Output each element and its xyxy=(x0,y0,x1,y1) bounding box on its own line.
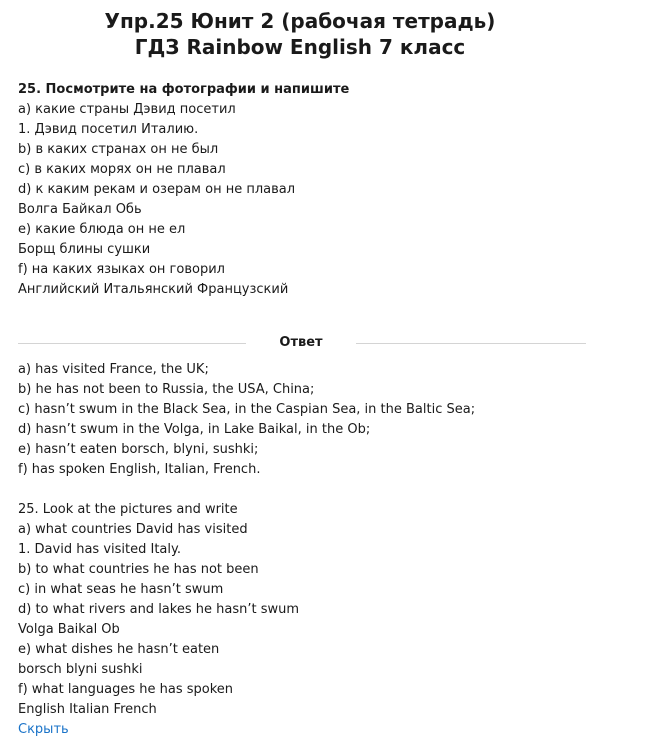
answer-divider xyxy=(18,333,588,353)
translation-line: c) in what seas he hasn’t swum xyxy=(18,582,224,597)
task-line: Английский Итальянский Французский xyxy=(18,282,289,297)
answer-label: Ответ xyxy=(279,335,323,350)
answer-line: a) has visited France, the UK; xyxy=(18,362,209,377)
task-line: d) к каким рекам и озерам он не плавал xyxy=(18,182,296,197)
translation-line: d) to what rivers and lakes he hasn’t swum xyxy=(18,602,299,617)
translation-line: borsch blyni sushki xyxy=(18,662,143,677)
answer-line: b) he has not been to Russia, the USA, China; xyxy=(18,382,315,397)
task-line: f) на каких языках он говорил xyxy=(18,262,225,277)
answer-line: c) hasn’t swum in the Black Sea, in the Caspian Sea, in the Baltic Sea; xyxy=(18,402,476,417)
translation-line: Volga Baikal Ob xyxy=(18,622,120,637)
task-line: c) в каких морях он не плавал xyxy=(18,162,226,177)
task-line: e) какие блюда он не ел xyxy=(18,222,186,237)
task-line: b) в каких странах он не был xyxy=(18,142,219,157)
translation-line: a) what countries David has visited xyxy=(18,522,248,537)
page-title-line-2: ГДЗ Rainbow English 7 класс xyxy=(134,35,466,59)
translation-line: f) what languages he has spoken xyxy=(18,682,234,697)
task-line: a) какие страны Дэвид посетил xyxy=(18,102,236,117)
translation-line: 25. Look at the pictures and write xyxy=(18,502,238,517)
answer-line: e) hasn’t eaten borsch, blyni, sushki; xyxy=(18,442,259,457)
task-line: 1. Дэвид посетил Италию. xyxy=(18,122,199,137)
page-title xyxy=(0,8,600,60)
divider-rule-right xyxy=(356,343,586,344)
translation-line: e) what dishes he hasn’t eaten xyxy=(18,642,220,657)
hide-answer-link[interactable]: Скрыть xyxy=(18,722,69,737)
translation-line: English Italian French xyxy=(18,702,157,717)
translation-line: 1. David has visited Italy. xyxy=(18,542,181,557)
answer-line: d) hasn’t swum in the Volga, in Lake Baikal, in the Ob; xyxy=(18,422,371,437)
translation-line: b) to what countries he has not been xyxy=(18,562,259,577)
main-content xyxy=(18,80,628,740)
answer-line: f) has spoken English, Italian, French. xyxy=(18,462,261,477)
task-heading: 25. Посмотрите на фотографии и напишите xyxy=(18,82,350,97)
paragraph-gap xyxy=(18,480,628,500)
page-title-line-1: Упр.25 Юнит 2 (рабочая тетрадь) xyxy=(104,9,496,33)
task-line: Борщ блины сушки xyxy=(18,242,151,257)
task-line: Волга Байкал Обь xyxy=(18,202,142,217)
